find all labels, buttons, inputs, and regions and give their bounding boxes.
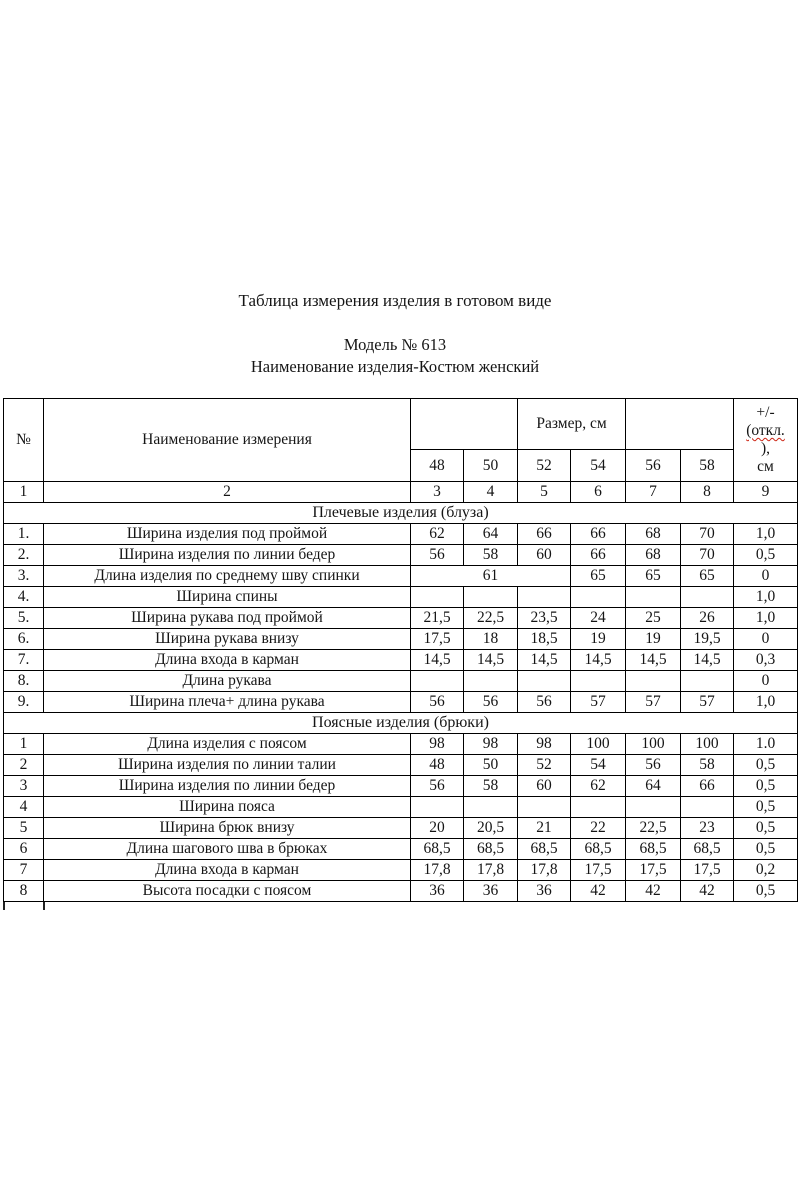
size-value [518, 587, 571, 608]
document-title: Таблица измерения изделия в готовом виде [238, 291, 552, 310]
row-number: 7. [4, 650, 44, 671]
size-value: 66 [518, 524, 571, 545]
measurement-table [3, 398, 798, 902]
size-value [518, 671, 571, 692]
size-value: 64 [626, 776, 681, 797]
size-value: 62 [571, 776, 626, 797]
size-value: 50 [464, 755, 518, 776]
header-row-column-index [4, 482, 798, 503]
size-value: 23,5 [518, 608, 571, 629]
size-value: 100 [626, 734, 681, 755]
measurement-name: Ширина изделия по линии бедер [44, 545, 411, 566]
measurement-name: Ширина рукава под проймой [44, 608, 411, 629]
measurement-name: Ширина брюк внизу [44, 818, 411, 839]
measurement-name: Длина изделия по среднему шву спинки [44, 566, 411, 587]
size-value: 52 [518, 755, 571, 776]
col-index-8: 8 [681, 482, 734, 503]
measurement-row [4, 524, 798, 545]
size-value: 68,5 [681, 839, 734, 860]
measurement-name: Длина изделия с поясом [44, 734, 411, 755]
size-value: 66 [571, 545, 626, 566]
product-name-line: Наименование изделия-Костюм женский [250, 357, 540, 376]
size-value: 68,5 [518, 839, 571, 860]
size-value: 56 [411, 545, 464, 566]
size-value: 18,5 [518, 629, 571, 650]
size-value: 26 [681, 608, 734, 629]
size-value: 48 [411, 755, 464, 776]
size-value: 58 [681, 755, 734, 776]
measurement-name: Ширина плеча+ длина рукава [44, 692, 411, 713]
size-value [681, 671, 734, 692]
row-number: 3. [4, 566, 44, 587]
row-number: 6 [4, 839, 44, 860]
col-index-7: 7 [626, 482, 681, 503]
size-value: 65 [626, 566, 681, 587]
measurement-row [4, 545, 798, 566]
size-value: 21,5 [411, 608, 464, 629]
size-value: 56 [626, 755, 681, 776]
measurement-row [4, 881, 798, 902]
size-value [464, 797, 518, 818]
measurement-row [4, 755, 798, 776]
size-value: 60 [518, 776, 571, 797]
size-value: 65 [571, 566, 626, 587]
tolerance-value: 0,5 [734, 797, 798, 818]
col-index-6: 6 [571, 482, 626, 503]
size-value: 14,5 [464, 650, 518, 671]
size-value: 17,5 [681, 860, 734, 881]
size-value: 100 [681, 734, 734, 755]
col-index-1: 1 [4, 482, 44, 503]
col-header-number: № [4, 399, 44, 482]
col-index-2: 2 [44, 482, 411, 503]
col-index-5: 5 [518, 482, 571, 503]
size-value [571, 671, 626, 692]
row-number: 6. [4, 629, 44, 650]
size-value [626, 587, 681, 608]
size-col-50: 50 [464, 450, 518, 482]
size-value [518, 797, 571, 818]
tolerance-header-line4: см [757, 457, 774, 475]
measurement-name: Ширина изделия под проймой [44, 524, 411, 545]
measurement-row [4, 734, 798, 755]
tolerance-header-line1: +/- [756, 404, 775, 422]
size-value [626, 671, 681, 692]
measurement-name: Высота посадки с поясом [44, 881, 411, 902]
measurement-row [4, 671, 798, 692]
size-value: 98 [518, 734, 571, 755]
row-number: 4 [4, 797, 44, 818]
row-number: 9. [4, 692, 44, 713]
size-value: 62 [411, 524, 464, 545]
size-value [681, 587, 734, 608]
size-value: 56 [464, 692, 518, 713]
measurement-row [4, 587, 798, 608]
size-value: 68,5 [626, 839, 681, 860]
measurement-name: Длина шагового шва в брюках [44, 839, 411, 860]
model-number-line: Модель № 613 [343, 335, 447, 354]
size-col-56: 56 [626, 450, 681, 482]
size-value: 14,5 [681, 650, 734, 671]
tolerance-value: 0,2 [734, 860, 798, 881]
size-value: 17,8 [411, 860, 464, 881]
measurement-row [4, 692, 798, 713]
tolerance-value: 0 [734, 566, 798, 587]
tolerance-value: 0,5 [734, 818, 798, 839]
size-value: 17,8 [518, 860, 571, 881]
size-value: 57 [626, 692, 681, 713]
row-number: 5 [4, 818, 44, 839]
measurement-row [4, 776, 798, 797]
measurement-row [4, 608, 798, 629]
tolerance-value: 1,0 [734, 608, 798, 629]
measurement-row [4, 839, 798, 860]
size-value [411, 671, 464, 692]
table-continuation-stubs [3, 902, 797, 911]
row-number: 1 [4, 734, 44, 755]
size-col-48: 48 [411, 450, 464, 482]
row-number: 2 [4, 755, 44, 776]
measurement-name: Ширина изделия по линии бедер [44, 776, 411, 797]
tolerance-value: 0 [734, 629, 798, 650]
tolerance-value: 1,0 [734, 524, 798, 545]
measurement-name: Ширина изделия по линии талии [44, 755, 411, 776]
size-value [411, 587, 464, 608]
tolerance-value: 1,0 [734, 587, 798, 608]
measurement-name: Ширина рукава внизу [44, 629, 411, 650]
size-col-58: 58 [681, 450, 734, 482]
size-value: 14,5 [626, 650, 681, 671]
size-value [571, 587, 626, 608]
row-number: 8 [4, 881, 44, 902]
size-value: 70 [681, 524, 734, 545]
size-value: 70 [681, 545, 734, 566]
row-number: 3 [4, 776, 44, 797]
row-number: 1. [4, 524, 44, 545]
size-value: 64 [464, 524, 518, 545]
size-value: 14,5 [571, 650, 626, 671]
stub-line [43, 902, 45, 910]
size-value [411, 797, 464, 818]
tolerance-value: 0 [734, 671, 798, 692]
size-value: 20,5 [464, 818, 518, 839]
size-value: 58 [464, 545, 518, 566]
size-value: 19 [626, 629, 681, 650]
size-value: 54 [571, 755, 626, 776]
col-index-9: 9 [734, 482, 798, 503]
measurement-row [4, 650, 798, 671]
size-col-54: 54 [571, 450, 626, 482]
tolerance-header-line3: ), [760, 440, 771, 457]
size-value: 68,5 [464, 839, 518, 860]
size-value: 42 [681, 881, 734, 902]
size-value: 56 [411, 776, 464, 797]
size-value: 19,5 [681, 629, 734, 650]
size-value: 57 [571, 692, 626, 713]
row-number: 7 [4, 860, 44, 881]
size-value [681, 797, 734, 818]
measurement-row [4, 797, 798, 818]
size-value: 66 [681, 776, 734, 797]
size-value: 98 [411, 734, 464, 755]
measurement-name: Длина входа в карман [44, 860, 411, 881]
size-value: 98 [464, 734, 518, 755]
row-number: 4. [4, 587, 44, 608]
size-value: 68,5 [411, 839, 464, 860]
size-group-label: Размер, см [518, 399, 626, 450]
size-group-cell-left [411, 399, 518, 450]
tolerance-value: 0,5 [734, 839, 798, 860]
size-value: 36 [518, 881, 571, 902]
measurement-row [4, 629, 798, 650]
measurement-name: Ширина пояса [44, 797, 411, 818]
col-header-tolerance [734, 399, 798, 482]
size-value-merged: 61 [411, 566, 571, 587]
tolerance-value: 0,3 [734, 650, 798, 671]
size-value: 23 [681, 818, 734, 839]
measurement-name: Длина входа в карман [44, 650, 411, 671]
size-value [464, 587, 518, 608]
size-value: 17,8 [464, 860, 518, 881]
col-index-4: 4 [464, 482, 518, 503]
col-index-3: 3 [411, 482, 464, 503]
section-header-row [4, 503, 798, 524]
size-value [571, 797, 626, 818]
row-number: 5. [4, 608, 44, 629]
size-value: 14,5 [518, 650, 571, 671]
size-value: 42 [626, 881, 681, 902]
measurement-name: Ширина спины [44, 587, 411, 608]
tolerance-value: 1.0 [734, 734, 798, 755]
tolerance-header-line2: (откл. [746, 422, 785, 440]
tolerance-value: 0,5 [734, 755, 798, 776]
col-header-measurement-name: Наименование измерения [44, 399, 411, 482]
section-title: Поясные изделия (брюки) [4, 713, 798, 734]
size-value: 42 [571, 881, 626, 902]
row-number: 8. [4, 671, 44, 692]
size-value: 36 [411, 881, 464, 902]
size-value: 17,5 [626, 860, 681, 881]
size-value: 20 [411, 818, 464, 839]
size-value: 36 [464, 881, 518, 902]
size-value: 68 [626, 524, 681, 545]
size-value: 66 [571, 524, 626, 545]
size-value: 22,5 [626, 818, 681, 839]
size-col-52: 52 [518, 450, 571, 482]
section-header-row [4, 713, 798, 734]
stub-line [3, 902, 5, 910]
size-value: 58 [464, 776, 518, 797]
size-value: 100 [571, 734, 626, 755]
size-value: 25 [626, 608, 681, 629]
measurement-row [4, 818, 798, 839]
size-value: 68,5 [571, 839, 626, 860]
size-value: 22 [571, 818, 626, 839]
size-value: 18 [464, 629, 518, 650]
size-value [464, 671, 518, 692]
size-value: 14,5 [411, 650, 464, 671]
section-title: Плечевые изделия (блуза) [4, 503, 798, 524]
size-value: 56 [411, 692, 464, 713]
row-number: 2. [4, 545, 44, 566]
size-value: 17,5 [571, 860, 626, 881]
size-value: 24 [571, 608, 626, 629]
measurement-row [4, 566, 798, 587]
size-value: 65 [681, 566, 734, 587]
size-value [626, 797, 681, 818]
measurement-row [4, 860, 798, 881]
measurement-name: Длина рукава [44, 671, 411, 692]
tolerance-value: 1,0 [734, 692, 798, 713]
size-value: 57 [681, 692, 734, 713]
header-row-main [4, 399, 798, 450]
size-group-cell-right [626, 399, 734, 450]
size-value: 17,5 [411, 629, 464, 650]
size-value: 22,5 [464, 608, 518, 629]
measurement-table-wrap [3, 398, 797, 911]
size-value: 19 [571, 629, 626, 650]
size-value: 68 [626, 545, 681, 566]
tolerance-value: 0,5 [734, 881, 798, 902]
tolerance-value: 0,5 [734, 545, 798, 566]
size-value: 21 [518, 818, 571, 839]
tolerance-value: 0,5 [734, 776, 798, 797]
size-value: 56 [518, 692, 571, 713]
size-value: 60 [518, 545, 571, 566]
